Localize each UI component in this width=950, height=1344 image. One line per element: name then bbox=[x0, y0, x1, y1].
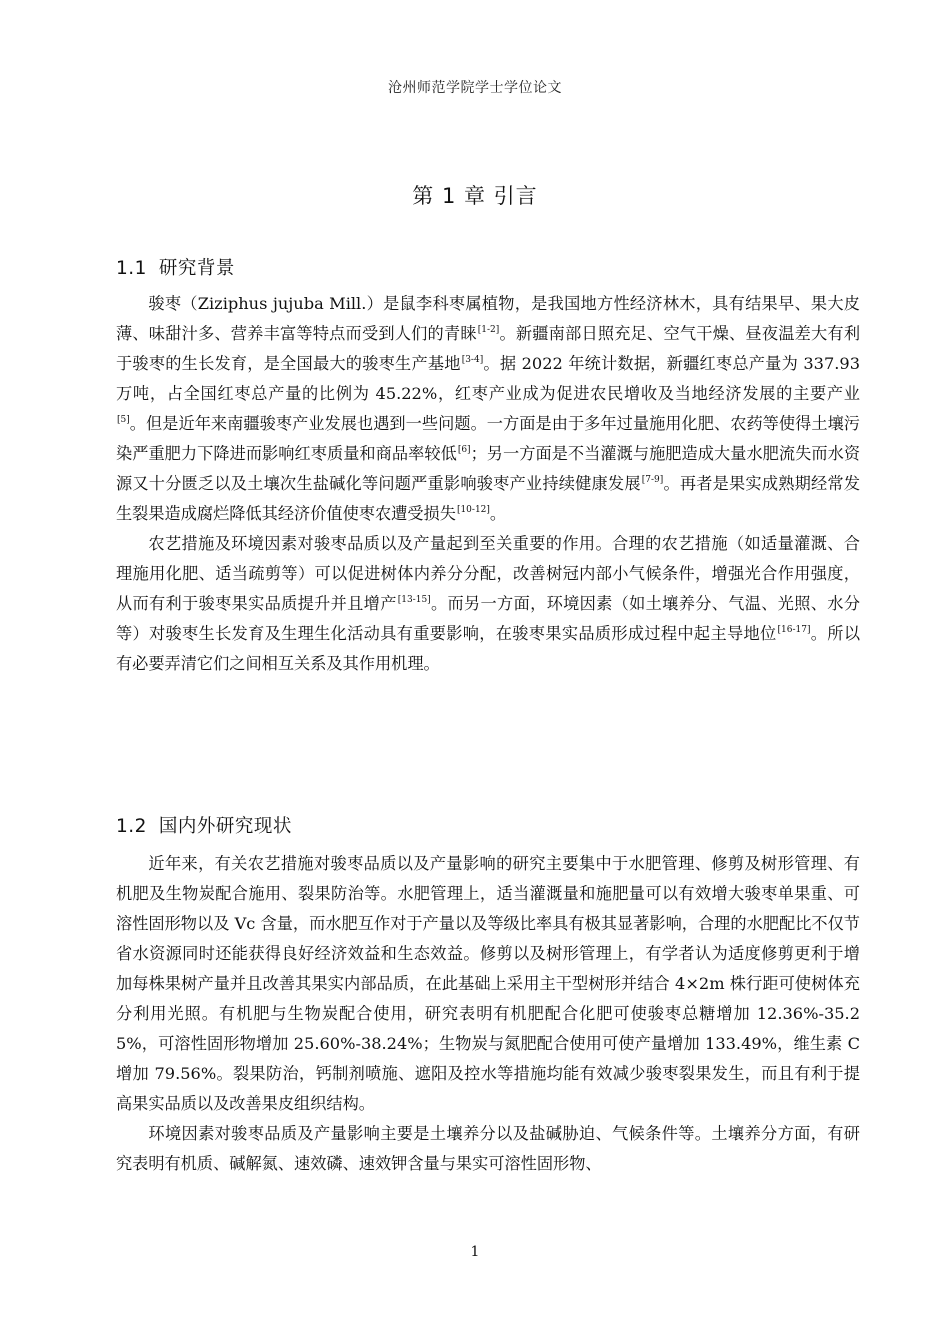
citation-marker: [3-4] bbox=[461, 355, 484, 365]
citation-marker: [6] bbox=[457, 445, 471, 455]
section-body-background bbox=[116, 289, 860, 679]
section-title-text: 国内外研究现状 bbox=[158, 816, 292, 837]
citation-marker: [16-17] bbox=[777, 625, 811, 635]
section-heading-background bbox=[116, 254, 235, 280]
paragraph-text: 。但是近年来南疆骏枣产业发展也遇到一些问题。一方面是由于多年过量施用化肥、农药等使得土壤污染严重肥力下降进而影响红枣质量和商品率较低 bbox=[116, 414, 860, 463]
paragraph-text: 。 bbox=[489, 504, 507, 523]
chapter-title: 第 1 章 引言 bbox=[412, 184, 538, 208]
citation-marker: [13-15] bbox=[397, 595, 431, 605]
citation-marker: [7-9] bbox=[641, 475, 664, 485]
section-heading-research-status bbox=[116, 812, 292, 838]
body-paragraph bbox=[116, 849, 860, 1119]
paragraph-text: 环境因素对骏枣品质及产量影响主要是土壤养分以及盐碱胁迫、气候条件等。土壤养分方面，有研究表明有机质、碱解氮、速效磷、速效钾含量与果实可溶性固形物、 bbox=[116, 1124, 860, 1173]
citation-marker: [10-12] bbox=[456, 505, 490, 515]
body-paragraph bbox=[116, 529, 860, 679]
paragraph-text: 。而另一方面，环境因素（如土壤养分、气温、光照、水分等）对骏枣生长发育及生理生化活动具有重要影响，在骏枣果实品质形成过程中起主导地位 bbox=[116, 594, 861, 643]
section-number: 1.2 bbox=[116, 816, 147, 837]
section-title-text: 研究背景 bbox=[158, 258, 235, 279]
paragraph-text: 。据 2022 年统计数据，新疆红枣总产量为 337.93 万吨，占全国红枣总产量的比例为 45.22%，红枣产业成为促进农民增收及当地经济发展的主要产业 bbox=[116, 354, 860, 403]
paragraph-text: 。所以有必要弄清它们之间相互关系及其作用机理。 bbox=[116, 624, 861, 673]
body-paragraph bbox=[116, 289, 860, 529]
paragraph-text: 农艺措施及环境因素对骏枣品质以及产量起到至关重要的作用。合理的农艺措施（如适量灌溉、合理施用化肥、适当疏剪等）可以促进树体内养分分配，改善树冠内部小气候条件，增强光合作用强度，从而有利于骏枣果实品质提升并且增产 bbox=[116, 534, 860, 613]
citation-marker: [1-2] bbox=[477, 325, 500, 335]
section-body-research-status bbox=[116, 849, 860, 1179]
paragraph-text: 。新疆南部日照充足、空气干燥、昼夜温差大有利于骏枣的生长发育，是全国最大的骏枣生产基地 bbox=[116, 324, 861, 373]
paragraph-text: 。再者是果实成熟期经常发生裂果造成腐烂降低其经济价值使枣农遭受损失 bbox=[116, 474, 861, 523]
running-header: 沧州师范学院学士学位论文 bbox=[388, 80, 562, 96]
citation-marker: [5] bbox=[117, 415, 130, 425]
body-paragraph bbox=[116, 1119, 860, 1179]
paragraph-text: 骏枣（Ziziphus jujuba Mill.）是鼠李科枣属植物，是我国地方性经济林木，具有结果早、果大皮薄、味甜汁多、营养丰富等特点而受到人们的青睐 bbox=[116, 294, 860, 343]
paragraph-text: 近年来，有关农艺措施对骏枣品质以及产量影响的研究主要集中于水肥管理、修剪及树形管理、有机肥及生物炭配合施用、裂果防治等。水肥管理上，适当灌溉量和施肥量可以有效增大骏枣单果重、可溶性固形物以及 Vc 含量，而水肥互作对于产量以及等级比率具有极其显著影响，合理的水肥配比不仅节省水资源同时还能获得良好经济效益和生态效益。修剪以及树形管理上，有学者认为适度修剪更利于增加每株果树产量并且改善其果实内部品质，在此基础上采用主干型树形并结合 4×2m 株行距可使树体充分利用光照。有机肥与生物炭配合使用，研究表明有机肥配合化肥可使骏枣总糖增加 12.36%-35.25%，可溶性固形物增加 25.60%-38.24%；生物炭与氮肥配合使用可使产量增加 133.49%，维生素 C 增加 79.56%。裂果防治，钙制剂喷施、遮阳及控水等措施均能有效减少骏枣裂果发生，而且有利于提高果实品质以及改善果皮组织结构。 bbox=[116, 854, 860, 1113]
section-number: 1.1 bbox=[116, 258, 147, 279]
paragraph-text: ；另一方面是不当灌溉与施肥造成大量水肥流失而水资源又十分匮乏以及土壤次生盐碱化等问题严重影响骏枣产业持续健康发展 bbox=[116, 444, 861, 493]
page-number: 1 bbox=[470, 1244, 480, 1260]
